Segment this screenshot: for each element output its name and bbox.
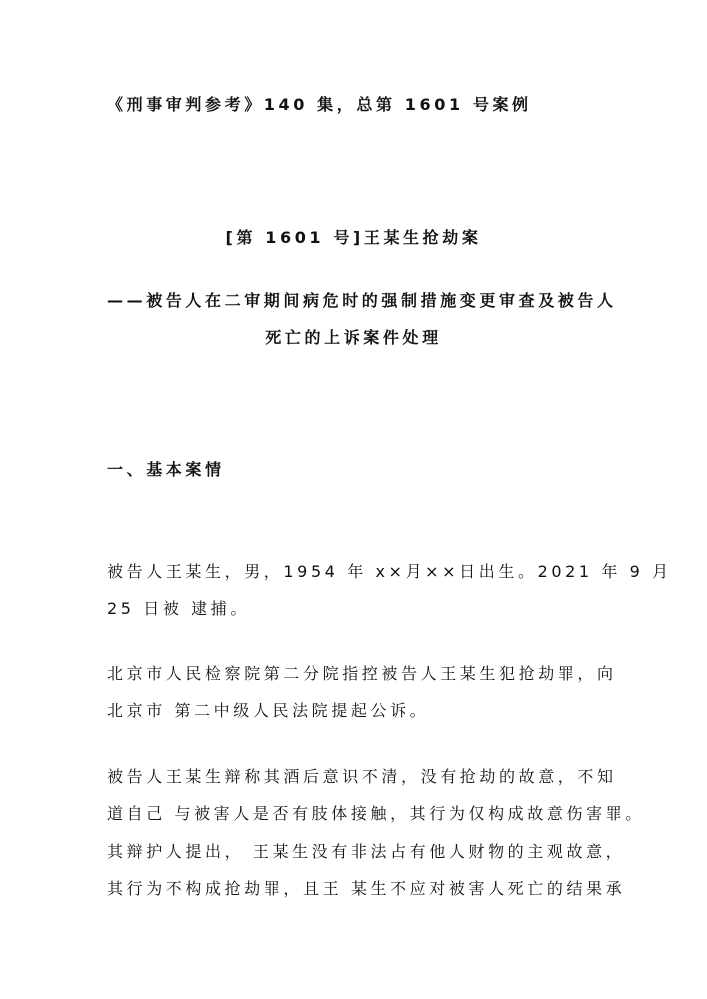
case-subtitle-line: 死亡的上诉案件处理 [265, 328, 442, 347]
case-title: [第 1601 号]王某生抢劫案 [225, 228, 482, 247]
paragraph-line: 北京市 第二中级人民法院提起公诉。 [107, 701, 430, 720]
paragraph-line: 25 日被 逮捕。 [107, 599, 250, 618]
section-heading: 一、基本案情 [107, 460, 225, 479]
paragraph-line: 北京市人民检察院第二分院指控被告人王某生犯抢劫罪，向 [107, 664, 617, 683]
case-subtitle-line: ——被告人在二审期间病危时的强制措施变更审查及被告人 [107, 291, 617, 310]
paragraph-line: 其辩护人提出， 王某生没有非法占有他人财物的主观故意， [107, 842, 626, 861]
paragraph-line: 被告人王某生辩称其酒后意识不清，没有抢劫的故意，不知 [107, 767, 617, 786]
paragraph-line: 其行为不构成抢劫罪，且王 某生不应对被害人死亡的结果承 [107, 879, 626, 898]
paragraph-line: 被告人王某生，男，1954 年 x×月××日出生。2021 年 9 月 [107, 562, 672, 581]
paragraph-line: 道自己 与被害人是否有肢体接触，其行为仅构成故意伤害罪。 [107, 804, 645, 823]
source-line: 《刑事审判参考》140 集，总第 1601 号案例 [107, 95, 532, 114]
